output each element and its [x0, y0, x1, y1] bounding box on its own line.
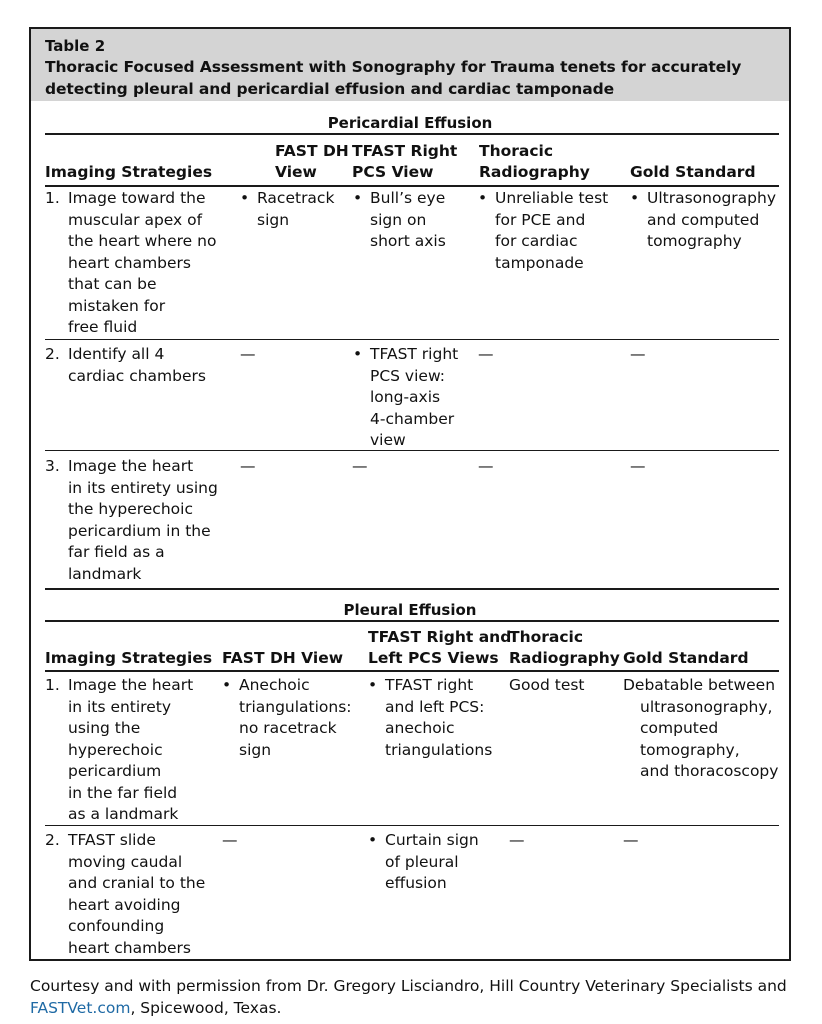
dash: —: [352, 457, 368, 475]
section-title-pericardial: Pericardial Effusion: [327, 114, 493, 132]
header-gold: Gold Standard: [623, 649, 749, 667]
footer-text-end: , Spicewood, Texas.: [130, 999, 282, 1017]
gold-text: Ultrasonography and computed tomography: [647, 189, 777, 250]
divider: [45, 670, 779, 672]
strategy-text: Image the heart in its entirety using the hyperechoic pericardium in the far field as a landmark: [68, 676, 194, 823]
row-number: 1.: [45, 189, 60, 207]
header-thoracic-2: Radiography: [479, 163, 590, 181]
divider: [45, 825, 779, 826]
row-number: 2.: [45, 345, 60, 363]
bullet: •: [353, 189, 363, 207]
bullet: •: [222, 676, 232, 694]
row-number: 3.: [45, 457, 60, 475]
bullet: •: [630, 189, 640, 207]
header-tfast-2: PCS View: [352, 163, 434, 181]
tfast-text: Curtain sign of pleural effusion: [385, 831, 479, 892]
section-title-pleural: Pleural Effusion: [343, 601, 477, 619]
thoracic-text: Good test: [509, 676, 585, 694]
footer-text: Courtesy and with permission from Dr. Gregory Lisciandro, Hill Country Veterinary Specialists and: [30, 977, 787, 995]
header-strategies: Imaging Strategies: [45, 163, 213, 181]
gold-text: Debatable between ultrasonography, computed tomography, and thoracoscopy: [623, 676, 779, 780]
dash: —: [478, 457, 494, 475]
divider: [45, 339, 779, 340]
table-header: [31, 29, 789, 101]
divider: [45, 450, 779, 451]
dash: —: [509, 831, 525, 849]
strategy-text: Image the heart in its entirety using the hyperechoic pericardium in the far field as a landmark: [68, 457, 218, 583]
table-title: Thoracic Focused Assessment with Sonography for Trauma tenets for accurately detecting pleural and pericardial effusion and cardiac tamponade: [45, 58, 742, 98]
dash: —: [240, 457, 256, 475]
tfast-text: Bull’s eye sign on short axis: [370, 189, 446, 250]
divider: [45, 588, 779, 590]
fast-dh-text: Racetrack sign: [257, 189, 335, 229]
fast-dh-text: Anechoic triangulations: no racetrack sign: [239, 676, 352, 759]
header-strategies: Imaging Strategies: [45, 649, 213, 667]
dash: —: [222, 831, 238, 849]
bullet: •: [478, 189, 488, 207]
header-tfast-2: Left PCS Views: [368, 649, 499, 667]
dash: —: [623, 831, 639, 849]
bullet: •: [240, 189, 250, 207]
thoracic-text: Unreliable test for PCE and for cardiac tamponade: [495, 189, 609, 272]
dash: —: [630, 345, 646, 363]
dash: —: [240, 345, 256, 363]
bullet: •: [353, 345, 363, 363]
header-thoracic-1: Thoracic: [509, 628, 584, 646]
header-fast-dh: FAST DH View: [222, 649, 344, 667]
strategy-text: Image toward the muscular apex of the heart where no heart chambers that can be mistaken for free fluid: [68, 189, 217, 336]
header-thoracic-2: Radiography: [509, 649, 620, 667]
header-thoracic-1: Thoracic: [479, 142, 554, 160]
header-fast-dh-1: FAST DH: [275, 142, 349, 160]
header-fast-dh-2: View: [275, 163, 317, 181]
row-number: 2.: [45, 831, 60, 849]
header-tfast-1: TFAST Right: [352, 142, 458, 160]
bullet: •: [368, 831, 378, 849]
tfast-text: TFAST right PCS view: long-axis 4-chamber view: [370, 345, 459, 449]
table-frame: [29, 27, 791, 961]
divider: [45, 133, 779, 135]
row-number: 1.: [45, 676, 60, 694]
divider: [45, 620, 779, 622]
tfast-text: TFAST right and left PCS: anechoic triangulations: [385, 676, 493, 759]
bullet: •: [368, 676, 378, 694]
strategy-text: Identify all 4 cardiac chambers: [68, 345, 206, 385]
header-tfast-1: TFAST Right and: [368, 628, 512, 646]
dash: —: [630, 457, 646, 475]
footer-credit: [30, 975, 810, 1019]
dash: —: [478, 345, 494, 363]
strategy-text: TFAST slide moving caudal and cranial to the heart avoiding confounding heart chambers: [68, 831, 206, 957]
fastvet-link[interactable]: FASTVet.com: [30, 999, 131, 1017]
header-gold: Gold Standard: [630, 163, 756, 181]
table-number: Table 2: [45, 37, 106, 55]
divider: [45, 185, 779, 187]
